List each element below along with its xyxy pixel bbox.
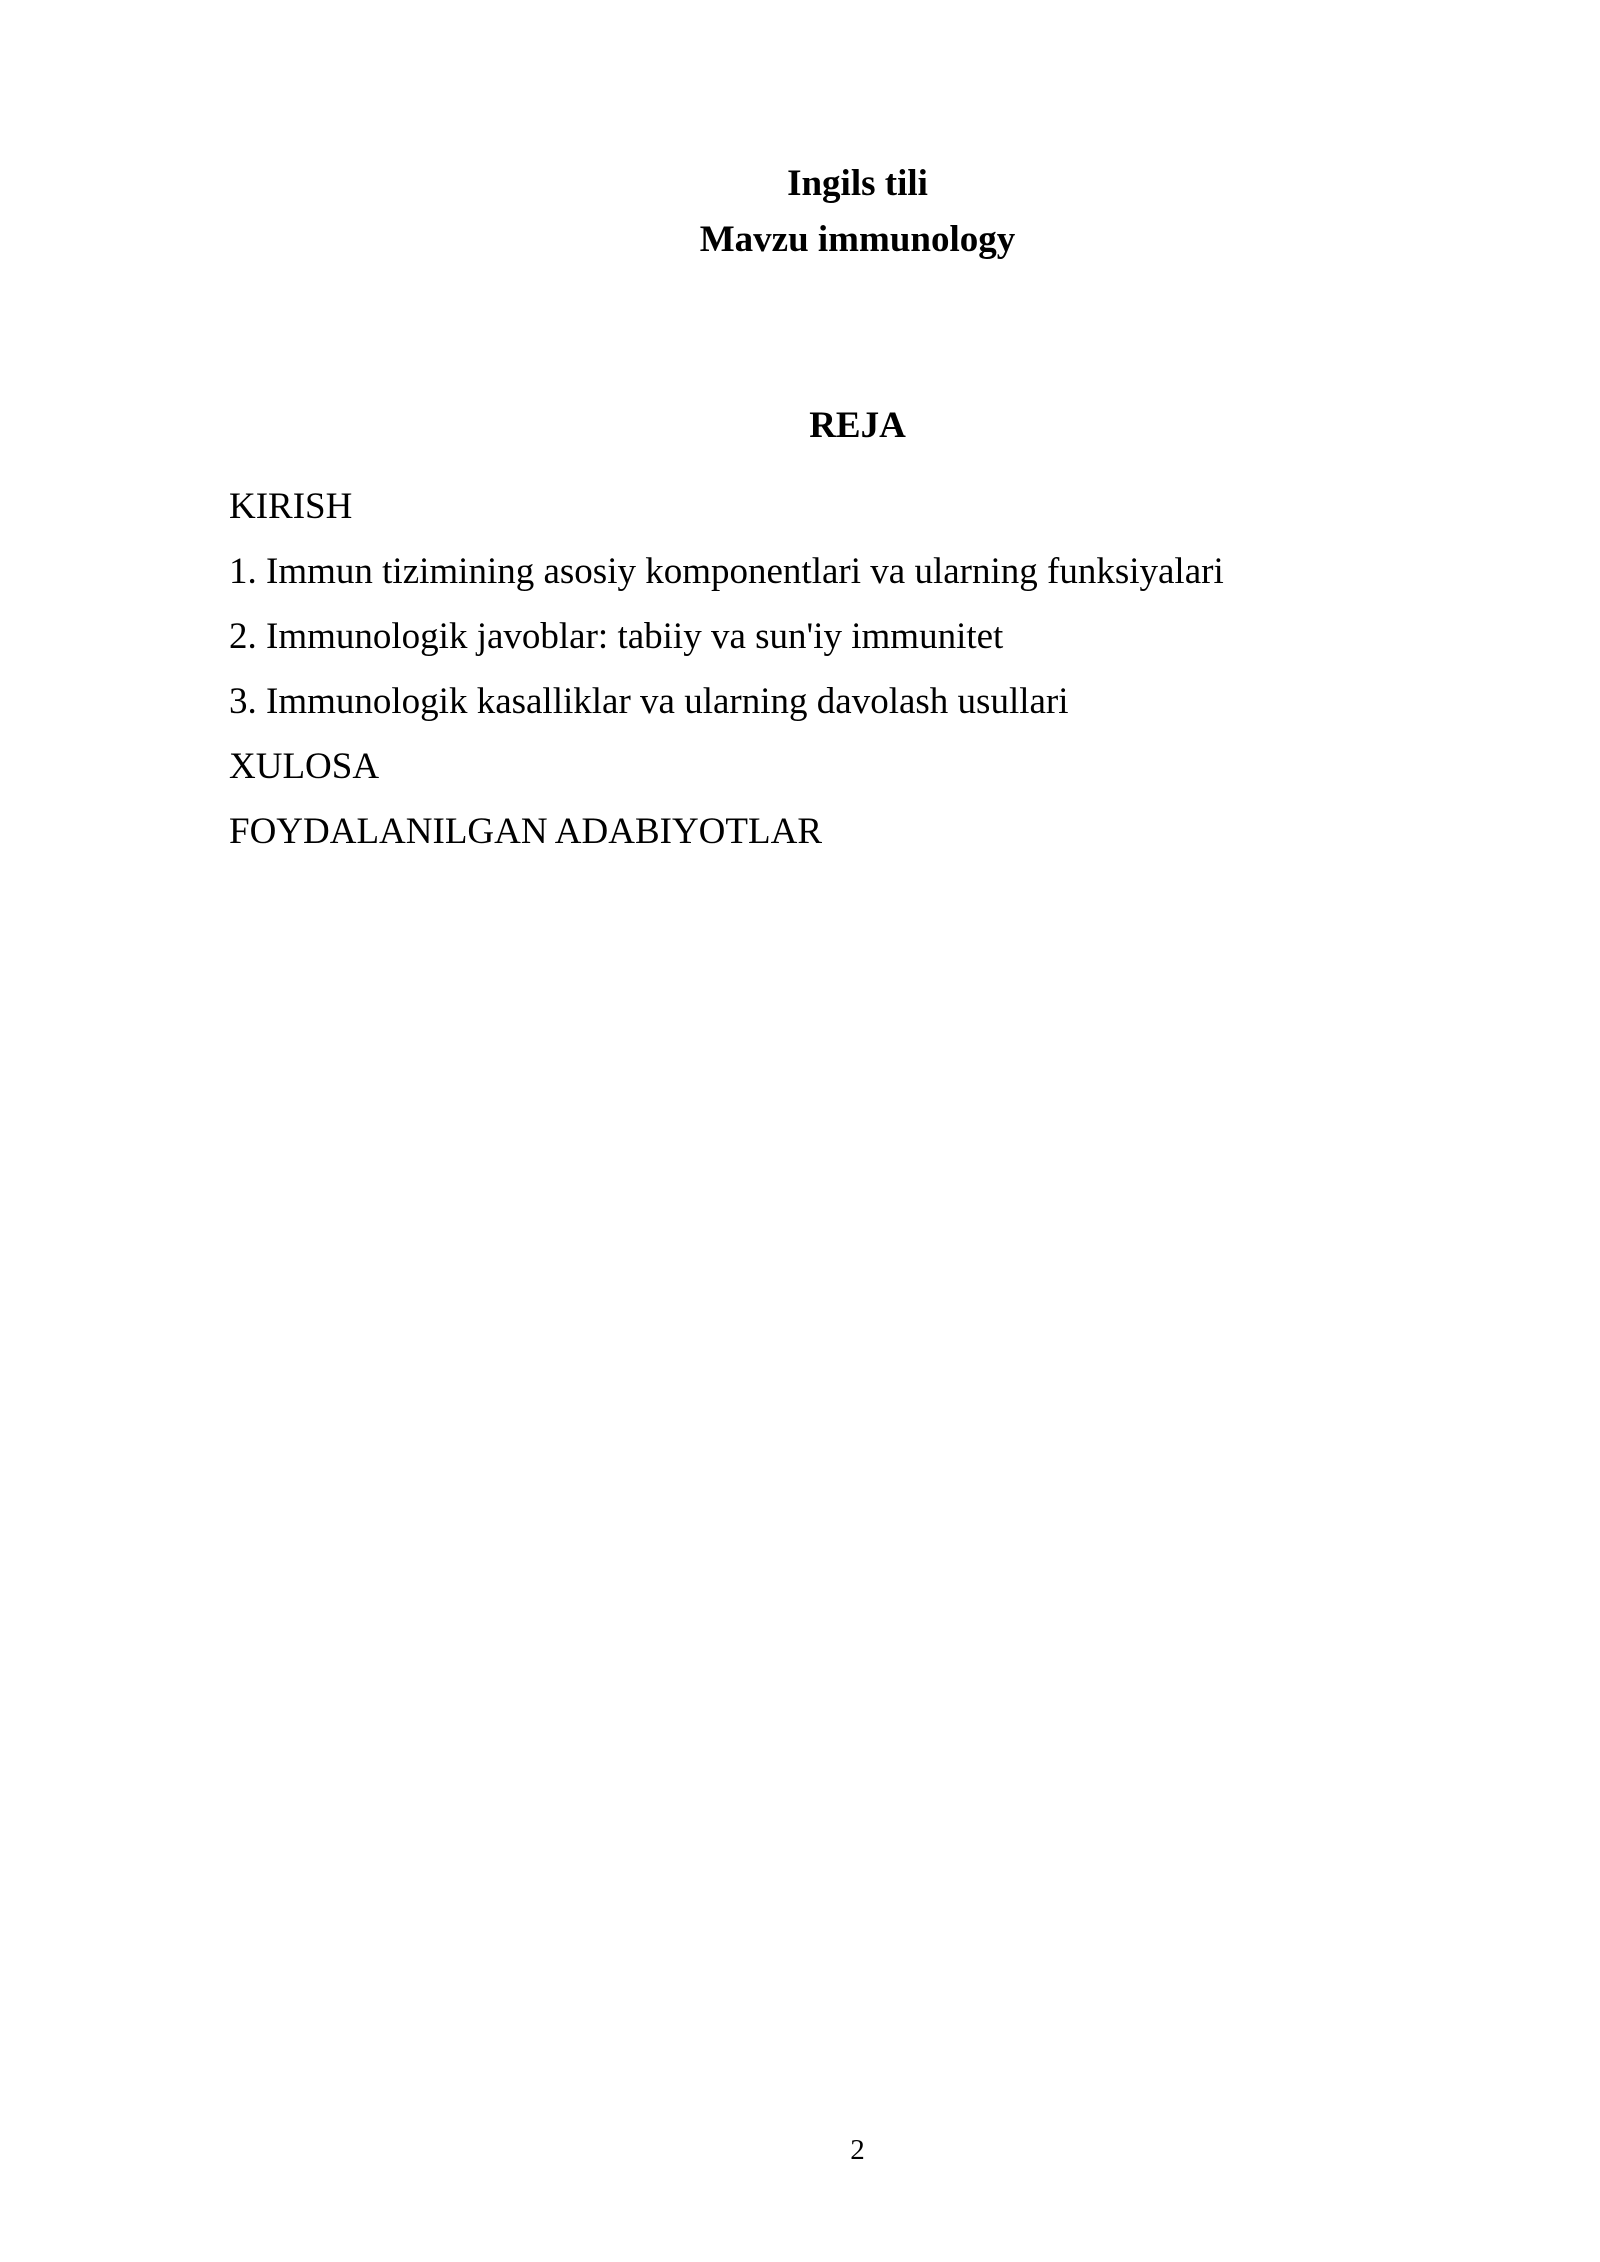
page-number: 2 (850, 2134, 865, 2166)
subject-title: Ingils tili (787, 163, 928, 204)
topic-title: Mavzu immunology (699, 219, 1016, 260)
plan-item-conclusion: XULOSA (229, 746, 380, 787)
plan-heading: REJA (809, 405, 906, 446)
plan-list (229, 474, 1224, 864)
plan-item-introduction: KIRISH (229, 486, 353, 527)
plan-item-references: FOYDALANILGAN ADABIYOTLAR (229, 811, 822, 852)
plan-item-1: 1. Immun tizimining asosiy komponentlari va ularning funksiyalari (229, 551, 1224, 592)
plan-item-3: 3. Immunologik kasalliklar va ularning davolash usullari (229, 681, 1069, 722)
plan-item-2: 2. Immunologik javoblar: tabiiy va sun'iy immunitet (229, 616, 1004, 657)
